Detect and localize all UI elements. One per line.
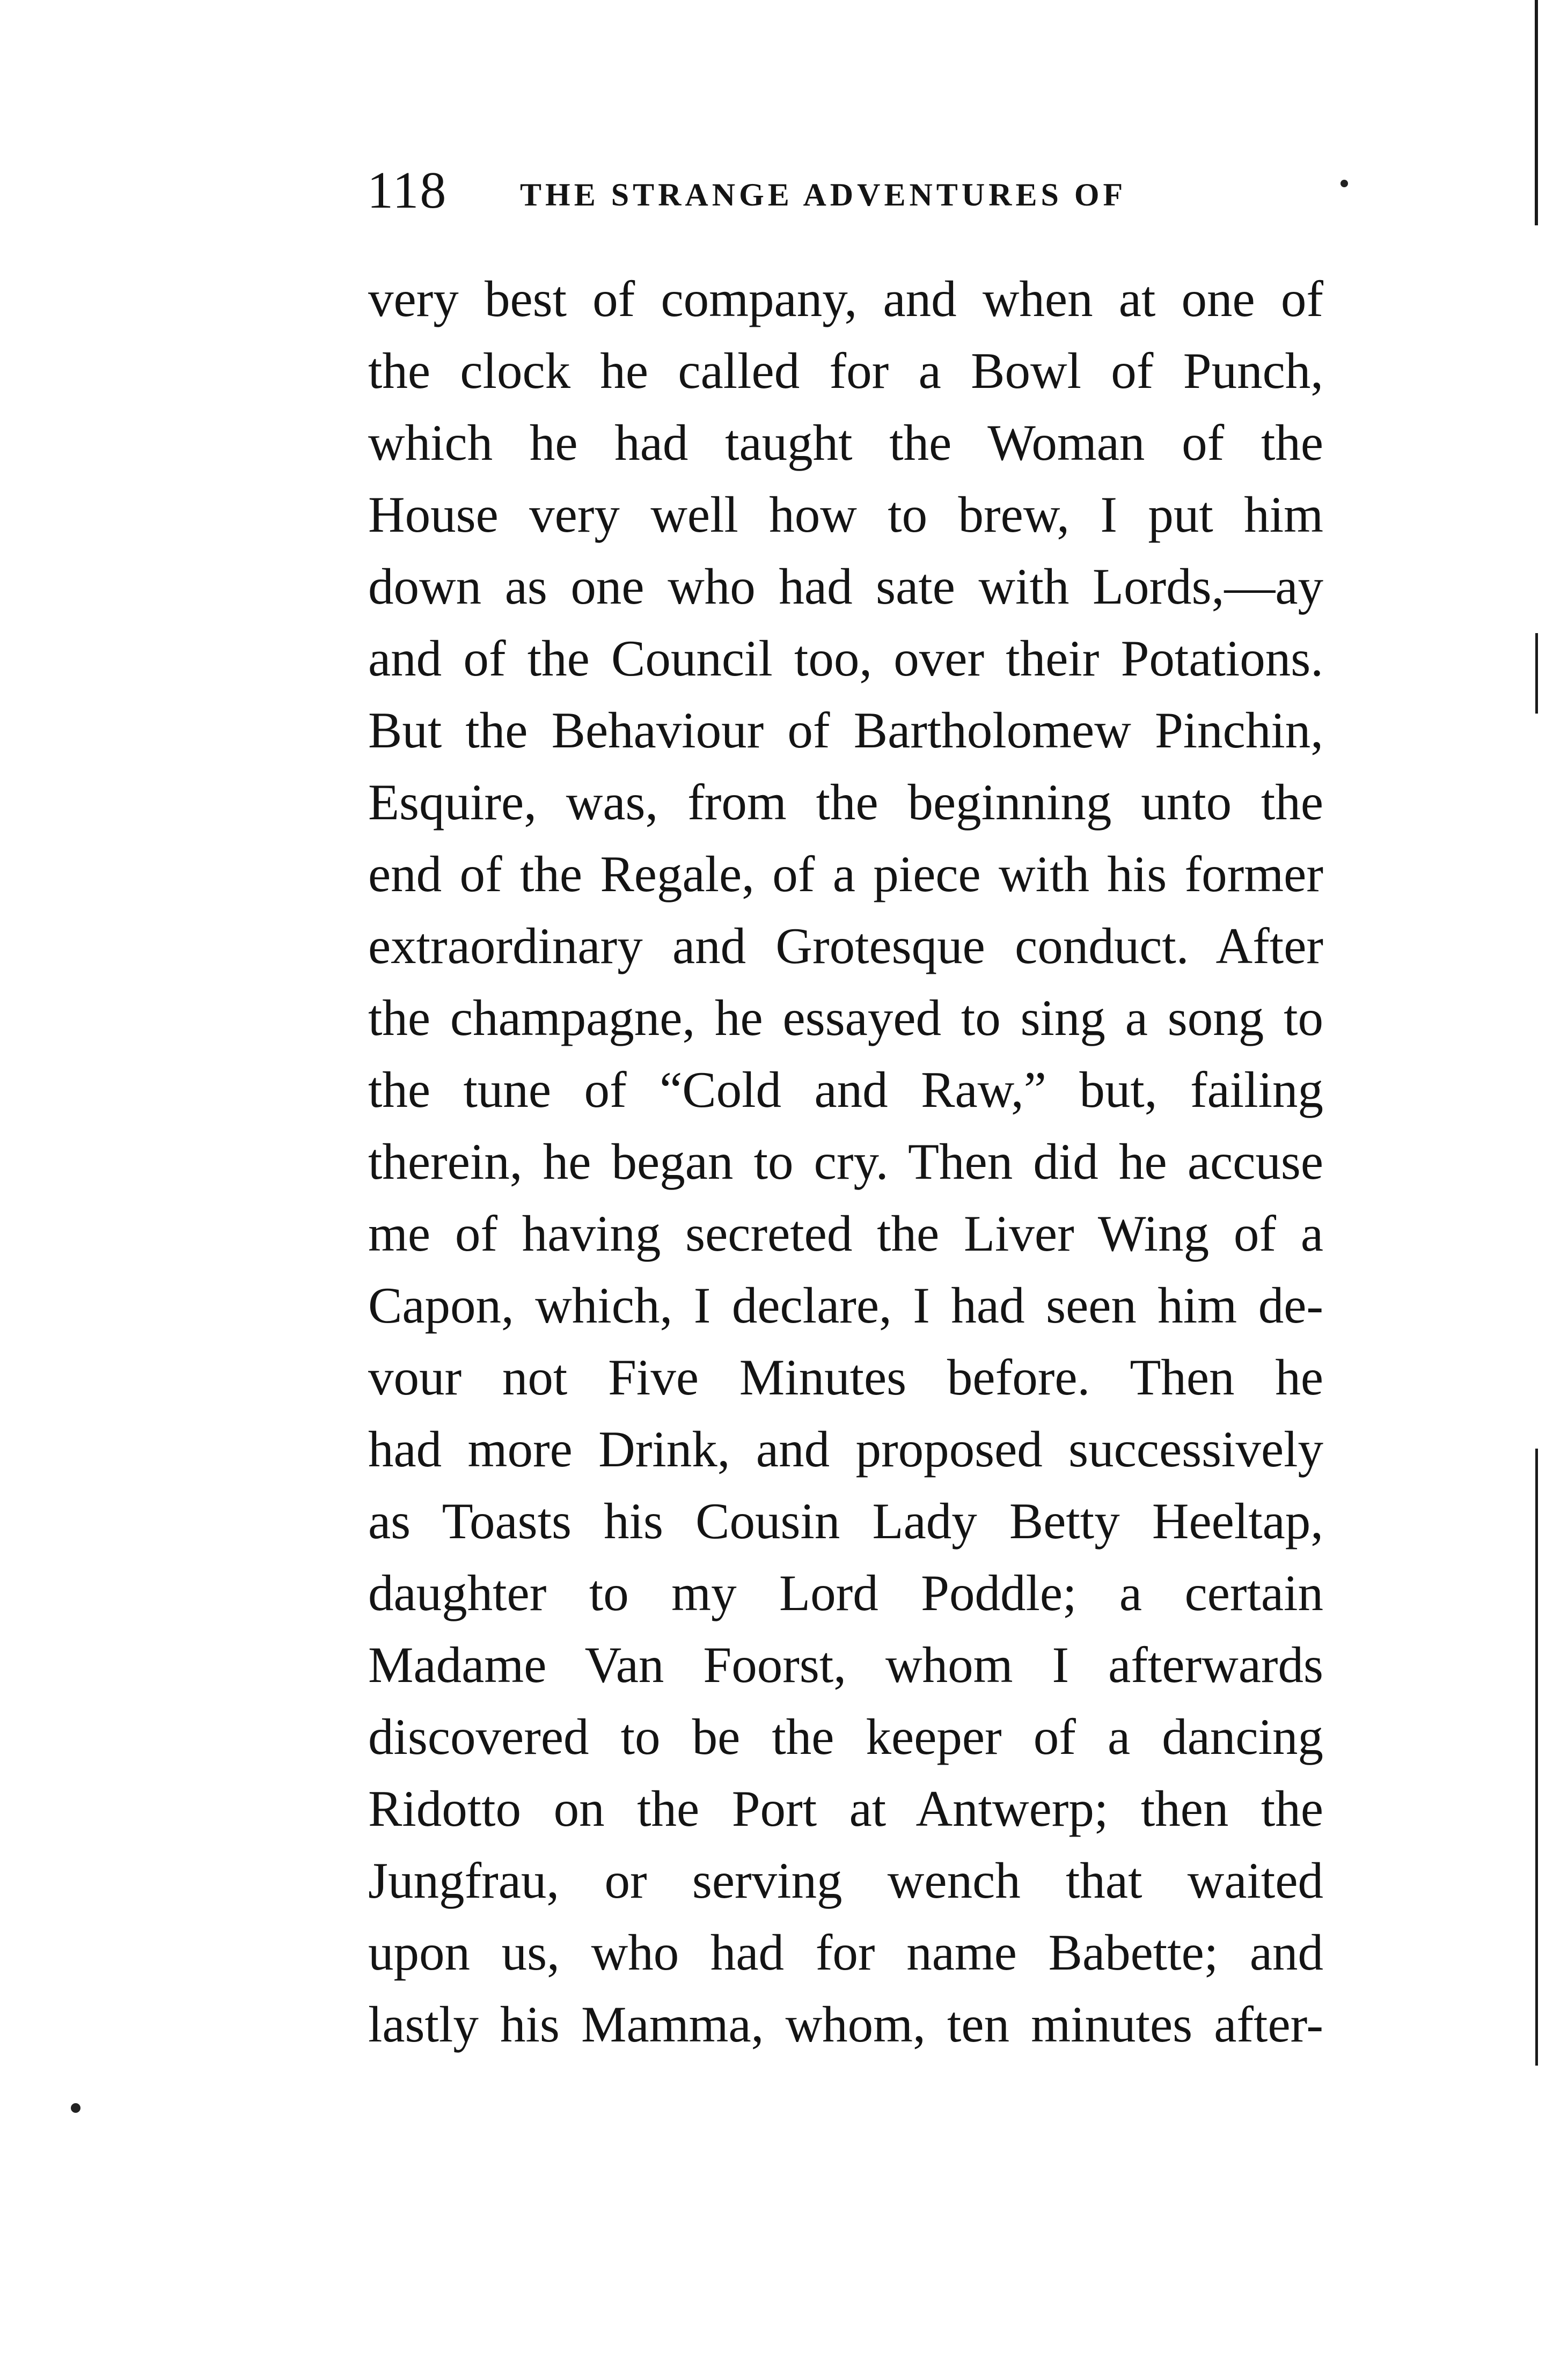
text-line: and of the Council too, over their Potations. <box>368 630 1323 687</box>
text-line: daughter to my Lord Poddle; a certain <box>368 1564 1323 1621</box>
text-line: the champagne, he essayed to sing a song to <box>368 989 1323 1046</box>
scan-edge-mark <box>1535 633 1538 714</box>
scan-speck <box>71 2103 80 2113</box>
body-text <box>368 263 1323 2060</box>
text-line: the tune of “Cold and Raw,” but, failing <box>368 1061 1323 1118</box>
text-line: lastly his Mamma, whom, ten minutes after- <box>368 1996 1323 2053</box>
text-line: had more Drink, and proposed successively <box>368 1421 1323 1478</box>
text-line: Capon, which, I declare, I had seen him de- <box>368 1277 1323 1334</box>
scan-edge-mark <box>1535 0 1538 225</box>
text-line: down as one who had sate with Lords,—ay <box>368 558 1323 615</box>
text-line: which he had taught the Woman of the <box>368 414 1323 471</box>
text-line: vour not Five Minutes before. Then he <box>368 1349 1323 1406</box>
page-number: 118 <box>367 161 448 219</box>
text-line: as Toasts his Cousin Lady Betty Heeltap, <box>368 1493 1323 1549</box>
text-line: me of having secreted the Liver Wing of a <box>368 1205 1323 1262</box>
text-line: Esquire, was, from the beginning unto the <box>368 774 1323 831</box>
running-header <box>367 161 1365 220</box>
text-line: very best of company, and when at one of <box>368 270 1323 327</box>
running-title: THE STRANGE ADVENTURES OF <box>520 177 1127 212</box>
text-line: House very well how to brew, I put him <box>368 486 1323 543</box>
text-line: discovered to be the keeper of a dancing <box>368 1708 1323 1765</box>
text-line: But the Behaviour of Bartholomew Pinchin, <box>368 702 1323 759</box>
text-line: upon us, who had for name Babette; and <box>368 1924 1323 1981</box>
text-line: Madame Van Foorst, whom I afterwards <box>368 1636 1323 1693</box>
text-line: the clock he called for a Bowl of Punch, <box>368 342 1323 399</box>
text-line: Ridotto on the Port at Antwerp; then the <box>368 1780 1323 1837</box>
text-line: Jungfrau, or serving wench that waited <box>368 1852 1323 1909</box>
text-line: end of the Regale, of a piece with his former <box>368 846 1323 902</box>
text-line: extraordinary and Grotesque conduct. After <box>368 917 1323 974</box>
scan-edge-mark <box>1535 1449 1538 2066</box>
text-line: therein, he began to cry. Then did he accuse <box>368 1133 1323 1190</box>
